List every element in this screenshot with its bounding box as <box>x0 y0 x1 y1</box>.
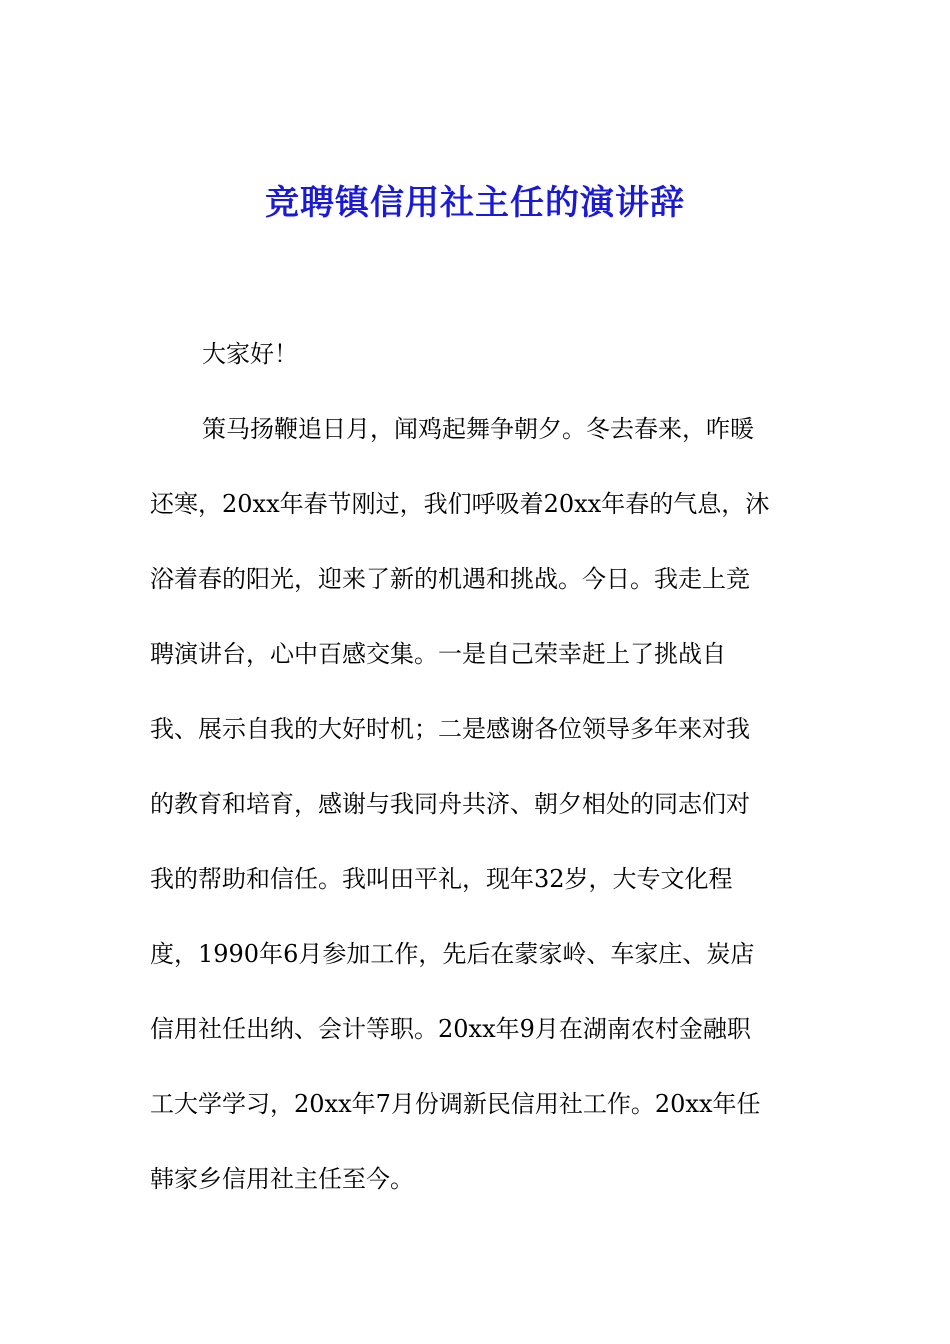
paragraph-line: 还寒，20xx年春节刚过，我们呼吸着20xx年春的气息，沐 <box>150 490 770 518</box>
paragraph-line: 聘演讲台，心中百感交集。一是自己荣幸赶上了挑战自 <box>150 640 726 668</box>
paragraph-line: 韩家乡信用社主任至今。 <box>150 1165 414 1193</box>
paragraph-line: 度，1990年6月参加工作，先后在蒙家岭、车家庄、炭店 <box>150 940 755 968</box>
document-title: 竞聘镇信用社主任的演讲辞 <box>265 183 685 223</box>
paragraph-line: 信用社任出纳、会计等职。20xx年9月在湖南农村金融职 <box>150 1015 751 1043</box>
document-body <box>150 330 805 1230</box>
paragraph-line: 策马扬鞭追日月，闻鸡起舞争朝夕。冬去春来，咋暖 <box>202 415 754 443</box>
paragraph-line: 浴着春的阳光，迎来了新的机遇和挑战。今日。我走上竞 <box>150 565 750 593</box>
greeting-line: 大家好！ <box>202 340 298 368</box>
paragraph-line: 工大学学习，20xx年7月份调新民信用社工作。20xx年任 <box>150 1090 761 1118</box>
paragraph-line: 我、展示自我的大好时机；二是感谢各位领导多年来对我 <box>150 715 750 743</box>
paragraph-line: 的教育和培育，感谢与我同舟共济、朝夕相处的同志们对 <box>150 790 750 818</box>
paragraph-line: 我的帮助和信任。我叫田平礼，现年32岁，大专文化程 <box>150 865 733 893</box>
